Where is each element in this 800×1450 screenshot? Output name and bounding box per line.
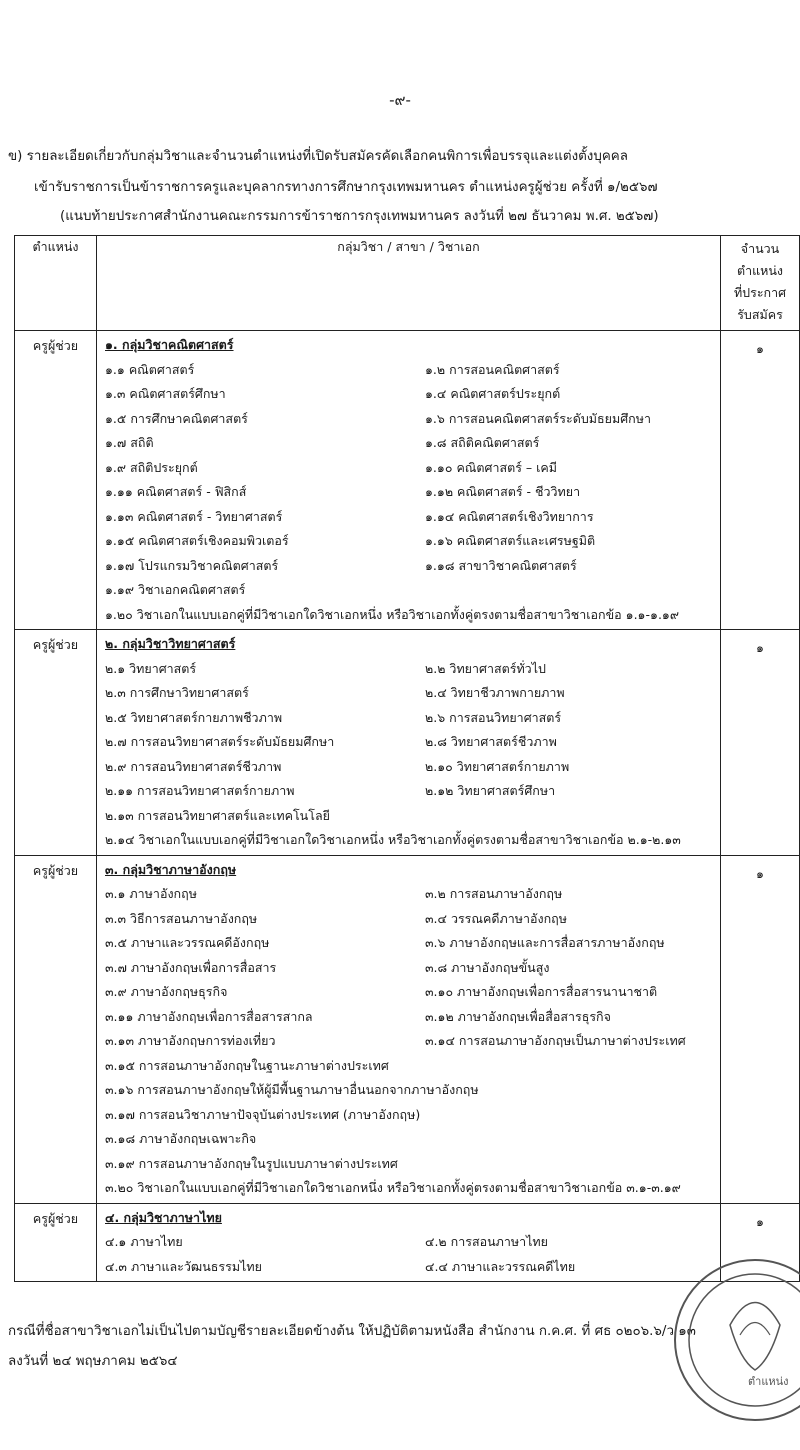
subject-item-right: ๒.๖ การสอนวิทยาศาสตร์ [425,709,562,725]
subject-group-title: ๑. กลุ่มวิชาคณิตศาสตร์ [105,337,234,352]
count-cell: ๑ [721,331,800,630]
count-cell: ๑ [721,855,800,1203]
subject-item-left: ๓.๓ วิธีการสอนภาษาอังกฤษ [105,910,258,926]
subject-row [105,407,720,432]
subject-row [105,1176,720,1201]
subject-item-right: ๓.๑๐ ภาษาอังกฤษเพื่อการสื่อสารนานาชาติ [425,984,658,999]
subject-item-left: ๑.๑๕ คณิตศาสตร์เชิงคอมพิวเตอร์ [105,533,289,548]
subject-row [105,882,720,907]
subject-item-left: ๓.๑๑ ภาษาอังกฤษเพื่อการสื่อสารสากล [105,1008,313,1024]
header-line-3: (แนบท้ายประกาศสำนักงานคณะกรรมการข้าราชการกรุงเทพมหานคร ลงวันที่ ๒๗ ธันวาคม พ.ศ. ๒๕๖๗) [60,209,659,224]
subject-item-left: ๓.๑๖ การสอนภาษาอังกฤษให้ผู้มีพื้นฐานภาษาอื่นนอกจากภาษาอังกฤษ [105,1082,479,1097]
subject-item-right: ๑.๑๔ คณิตศาสตร์เชิงวิทยาการ [425,508,594,524]
seal-rings [675,1260,800,1420]
subject-row [105,1152,720,1177]
subject-cell [97,331,721,630]
subject-row [105,681,720,706]
subject-item-left: ๑.๙ สถิติประยุกต์ [105,459,198,475]
subject-item-left: ๓.๒๐ วิชาเอกในแบบเอกคู่ที่มีวิชาเอกใดวิชาเอกหนึ่ง หรือวิชาเอกทั้งคู่ตรงตามชื่อสาขาวิชาเอกข้อ ๓.๑-๓.๑๙ [105,1180,681,1195]
subject-item-left: ๑.๑๓ คณิตศาสตร์ - วิทยาศาสตร์ [105,508,283,524]
subject-row [105,828,720,853]
subject-item-right: ๒.๑๐ วิทยาศาสตร์กายภาพ [425,758,570,774]
count-cell: ๑ [721,630,800,856]
subject-row [105,1054,720,1079]
subject-item-left: ๓.๑๗ การสอนวิชาภาษาปัจจุบันต่างประเทศ (ภาษาอังกฤษ) [105,1106,421,1122]
subject-item-right: ๓.๒ การสอนภาษาอังกฤษ [425,886,563,901]
subject-row [105,980,720,1005]
office-seal [670,1240,800,1440]
table-row [15,630,800,856]
subject-row [105,480,720,505]
subject-item-right: ๓.๔ วรรณคดีภาษาอังกฤษ [425,910,567,926]
subject-item-left: ๓.๗ ภาษาอังกฤษเพื่อการสื่อสาร [105,959,277,975]
subject-item-right: ๑.๑๘ สาขาวิชาคณิตศาสตร์ [425,557,577,573]
subject-item-left: ๑.๑ คณิตศาสตร์ [105,361,195,377]
seal-emblem-detail-icon [740,1323,770,1336]
subject-group-title: ๔. กลุ่มวิชาภาษาไทย [105,1209,222,1225]
subject-item-left: ๓.๕ ภาษาและวรรณคดีอังกฤษ [105,935,270,950]
header-count-line: ที่ประกาศ [733,285,787,300]
subject-row [105,505,720,530]
table-header-row [15,236,800,331]
subject-item-right: ๓.๘ ภาษาอังกฤษขั้นสูง [425,959,550,975]
page-number: -๙- [389,91,411,109]
subject-row [105,730,720,755]
subject-row [105,431,720,456]
subject-item-right: ๑.๖ การสอนคณิตศาสตร์ระดับมัธยมศึกษา [425,410,651,426]
subject-row [105,1230,720,1255]
subject-item-right: ๓.๑๔ การสอนภาษาอังกฤษเป็นภาษาต่างประเทศ [425,1033,686,1048]
subject-row [105,1255,720,1280]
subject-item-left: ๒.๗ การสอนวิทยาศาสตร์ระดับมัธยมศึกษา [105,734,335,749]
positions-table [14,235,800,1282]
subject-item-left: ๓.๑๙ การสอนภาษาอังกฤษในรูปแบบภาษาต่างประเทศ [105,1155,398,1171]
subject-row [105,456,720,481]
footer-line-1: กรณีที่ชื่อสาขาวิชาเอกไม่เป็นไปตามบัญชีรายละเอียดข้างต้น ให้ปฏิบัติตามหนังสือ สำนักงาน ก.ค.ศ. ที่ ศธ ๐๒๐๖.๖/ว ๑๓ [8,1324,696,1339]
subject-item-left: ๑.๑๗ โปรแกรมวิชาคณิตศาสตร์ [105,557,279,573]
subject-row [105,1103,720,1128]
position-cell: ครูผู้ช่วย [15,331,97,630]
subject-item-right [425,578,720,603]
seal-outer-ring [675,1260,800,1420]
subject-row [105,358,720,383]
subject-row [105,956,720,981]
subject-item-left: ๒.๑๓ การสอนวิทยาศาสตร์และเทคโนโลยี [105,807,330,823]
subject-item-right: ๒.๑๒ วิทยาศาสตร์ศึกษา [425,783,556,798]
subject-row [105,382,720,407]
subject-item-right: ๑.๔ คณิตศาสตร์ประยุกต์ [425,386,561,401]
subject-item-right: ๓.๖ ภาษาอังกฤษและการสื่อสารภาษาอังกฤษ [425,935,665,950]
subject-item-left: ๒.๙ การสอนวิทยาศาสตร์ชีวภาพ [105,758,282,774]
header-count-line: รับสมัคร [737,307,783,322]
subject-item-right: ๑.๒ การสอนคณิตศาสตร์ [425,361,560,377]
position-cell: ครูผู้ช่วย [15,855,97,1203]
header-subject: กลุ่มวิชา / สาขา / วิชาเอก [97,236,721,331]
subject-item-left: ๒.๑ วิทยาศาสตร์ [105,660,197,676]
subject-item-left: ๔.๓ ภาษาและวัฒนธรรมไทย [105,1258,262,1274]
header-line-2: เข้ารับราชการเป็นข้าราชการครูและบุคลากรทางการศึกษากรุงเทพมหานคร ตำแหน่งครูผู้ช่วย ครั้งที่ ๑/๒๕๖๗ [34,180,658,195]
subject-item-left: ๒.๓ การศึกษาวิทยาศาสตร์ [105,685,249,700]
subject-item-right: ๒.๔ วิทยาชีวภาพกายภาพ [425,685,565,700]
subject-cell [97,630,721,856]
subject-item-right: ๒.๒ วิทยาศาสตร์ทั่วไป [425,660,546,676]
table-row [15,855,800,1203]
header-count-line: จำนวน [740,241,780,256]
subject-item-right [425,804,720,829]
subject-item-right: ๓.๑๒ ภาษาอังกฤษเพื่อสื่อสารธุรกิจ [425,1008,611,1024]
subject-item-right: ๔.๒ การสอนภาษาไทย [425,1234,548,1249]
table-body [15,331,800,1282]
subject-row [105,1078,720,1103]
subject-row [105,706,720,731]
subject-cell [97,1203,721,1282]
subject-row [105,1005,720,1030]
subject-row [105,529,720,554]
subject-row [105,804,720,829]
subject-row [105,1029,720,1054]
subject-item-right: ๑.๑๐ คณิตศาสตร์ – เคมี [425,459,558,475]
position-cell: ครูผู้ช่วย [15,1203,97,1282]
count-cell: ๑ [721,1203,800,1282]
subject-cell [97,855,721,1203]
table-row [15,331,800,630]
subject-row [105,554,720,579]
subject-row [105,603,720,628]
subject-item-left: ๓.๑๘ ภาษาอังกฤษเฉพาะกิจ [105,1131,257,1146]
header-line-1: ข) รายละเอียดเกี่ยวกับกลุ่มวิชาและจำนวนตำแหน่งที่เปิดรับสมัครคัดเลือกคนพิการเพื่อบรรจุและแต่งตั้งบุคคล [8,149,628,164]
footer-line-2: ลงวันที่ ๒๔ พฤษภาคม ๒๕๖๔ [8,1354,178,1369]
subject-row [105,907,720,932]
subject-item-left: ๑.๕ การศึกษาคณิตศาสตร์ [105,410,248,426]
subject-item-right: ๔.๔ ภาษาและวรรณคดีไทย [425,1258,576,1274]
subject-row [105,1127,720,1152]
header-count [721,236,800,331]
subject-item-left: ๑.๑๙ วิชาเอกคณิตศาสตร์ [105,582,246,597]
subject-item-left: ๒.๕ วิทยาศาสตร์กายภาพชีวภาพ [105,709,283,725]
seal-label: ตำแหน่ง [748,1375,789,1388]
subject-item-right: ๑.๑๒ คณิตศาสตร์ - ชีววิทยา [425,484,581,499]
subject-item-left: ๑.๒๐ วิชาเอกในแบบเอกคู่ที่มีวิชาเอกใดวิชาเอกหนึ่ง หรือวิชาเอกทั้งคู่ตรงตามชื่อสาขาวิชาเอกข้อ ๑.๑-๑.๑๙ [105,606,680,622]
seal-emblem-icon [730,1303,780,1371]
subject-row [105,755,720,780]
subject-item-left: ๔.๑ ภาษาไทย [105,1234,183,1249]
header-position: ตำแหน่ง [15,236,97,331]
subject-row [105,657,720,682]
subject-item-right: ๒.๘ วิทยาศาสตร์ชีวภาพ [425,734,557,749]
subject-item-left: ๒.๑๔ วิชาเอกในแบบเอกคู่ที่มีวิชาเอกใดวิชาเอกหนึ่ง หรือวิชาเอกทั้งคู่ตรงตามชื่อสาขาวิชาเอกข้อ ๒.๑-๒.๑๓ [105,832,681,847]
subject-row [105,578,720,603]
subject-group-title: ๓. กลุ่มวิชาภาษาอังกฤษ [105,861,237,877]
subject-item-left: ๑.๗ สถิติ [105,435,154,450]
subject-item-left: ๑.๑๑ คณิตศาสตร์ - ฟิสิกส์ [105,484,247,499]
subject-row [105,931,720,956]
subject-item-left: ๓.๑ ภาษาอังกฤษ [105,886,197,901]
subject-item-left: ๓.๑๕ การสอนภาษาอังกฤษในฐานะภาษาต่างประเทศ [105,1057,389,1073]
position-cell: ครูผู้ช่วย [15,630,97,856]
subject-item-left: ๑.๓ คณิตศาสตร์ศึกษา [105,386,226,401]
subject-item-left: ๒.๑๑ การสอนวิทยาศาสตร์กายภาพ [105,783,295,798]
subject-item-left: ๓.๙ ภาษาอังกฤษธุรกิจ [105,984,228,999]
subject-row [105,779,720,804]
header-count-line: ตำแหน่ง [736,263,784,278]
subject-item-right: ๑.๑๖ คณิตศาสตร์และเศรษฐมิติ [425,533,596,548]
subject-item-right: ๑.๘ สถิติคณิตศาสตร์ [425,435,540,450]
subject-item-left: ๓.๑๓ ภาษาอังกฤษการท่องเที่ยว [105,1033,276,1048]
subject-group-title: ๒. กลุ่มวิชาวิทยาศาสตร์ [105,636,236,651]
